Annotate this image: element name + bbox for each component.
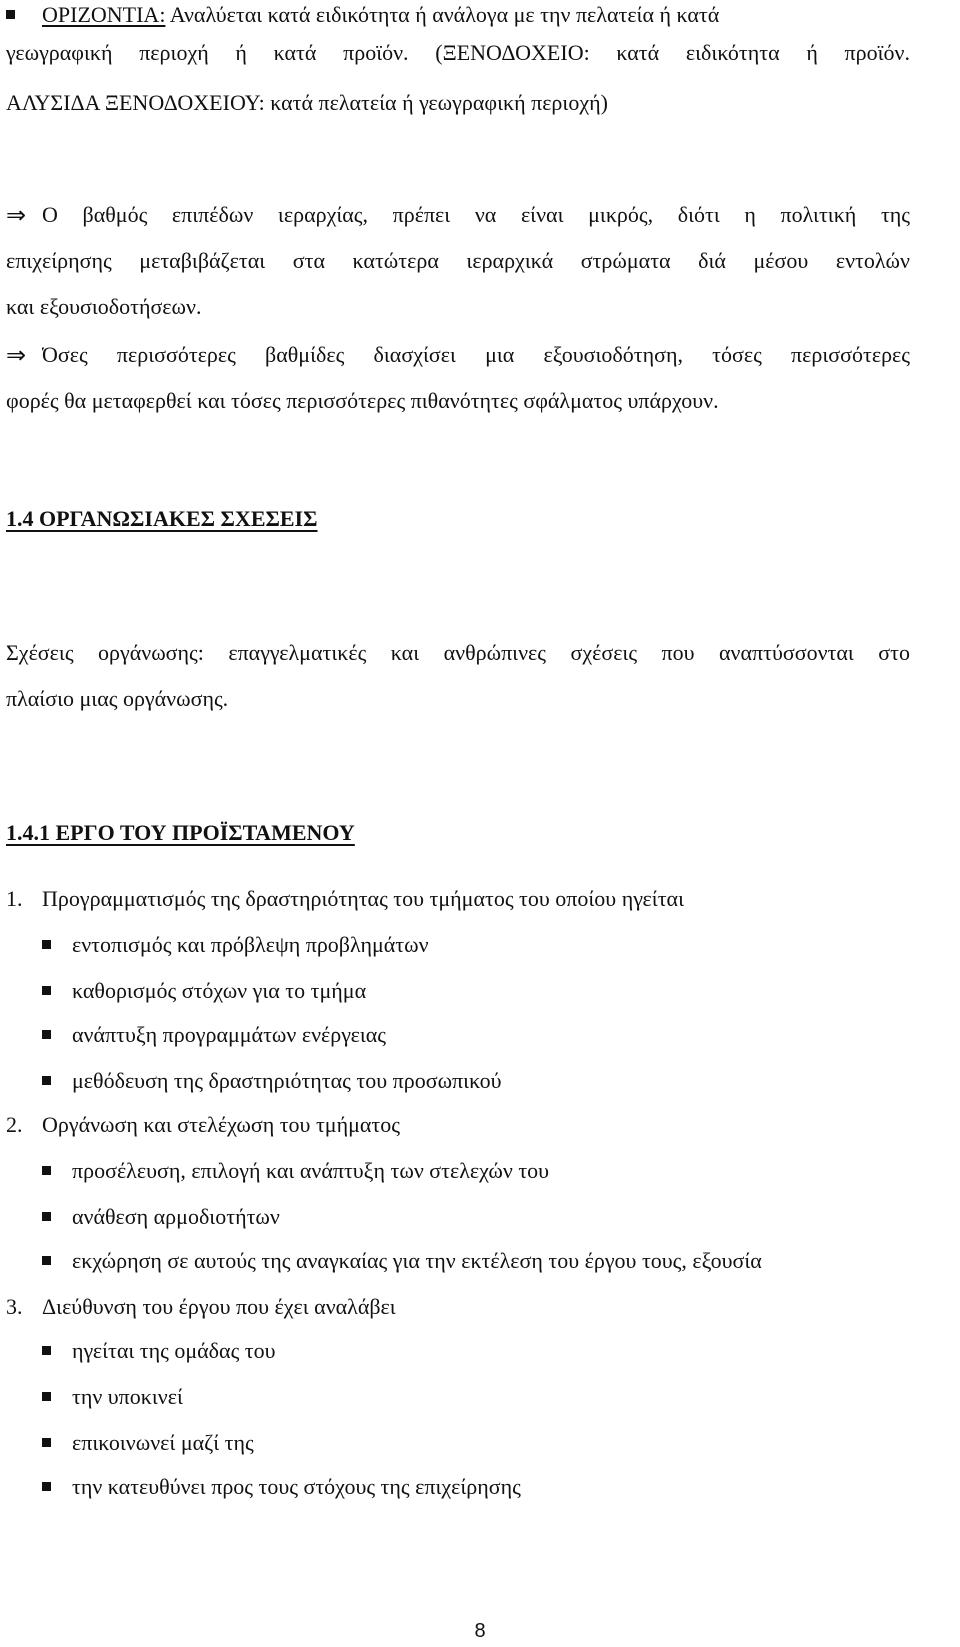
- numbered-item-text: Διεύθυνση του έργου που έχει αναλάβει: [42, 1294, 396, 1319]
- subsection-heading: 1.4.1 ΕΡΓΟ ΤΟΥ ΠΡΟΪΣΤΑΜΕΝΟΥ: [6, 820, 355, 845]
- list-item: προσέλευση, επιλογή και ανάπτυξη των στελεχών του: [72, 1158, 550, 1183]
- list-item: ηγείται της ομάδας του: [72, 1338, 276, 1363]
- square-bullet-icon: [42, 1438, 51, 1447]
- arrow-point-2-line-2: φορές θα μεταφερθεί και τόσες περισσότερες πιθανότητες σφάλματος υπάρχουν.: [6, 388, 719, 413]
- list-item: εντοπισμός και πρόβλεψη προβλημάτων: [72, 932, 429, 957]
- implies-arrow-icon: ⇒: [6, 201, 27, 229]
- square-bullet-icon: [42, 940, 51, 949]
- arrow-point-1-line-2: επιχείρησης μεταβιβάζεται στα κατώτερα ιεραρχικά στρώματα διά μέσου εντολών: [6, 248, 910, 273]
- square-bullet-icon: [42, 1212, 51, 1221]
- definition-line-1: Σχέσεις οργάνωσης: επαγγελματικές και ανθρώπινες σχέσεις που αναπτύσσονται στο: [6, 640, 910, 665]
- list-item: επικοινωνεί μαζί της: [72, 1430, 254, 1455]
- square-bullet-icon: [42, 1346, 51, 1355]
- top-item-line-1: [42, 0, 910, 30]
- top-item-line-2: γεωγραφική περιοχή ή κατά προϊόν. (ΞΕΝΟΔΟΧΕΙΟ: κατά ειδικότητα ή προϊόν.: [6, 40, 910, 65]
- implies-arrow-icon: ⇒: [6, 341, 27, 369]
- top-item-line-3: ΑΛΥΣΙΔΑ ΞΕΝΟΔΟΧΕΙΟΥ: κατά πελατεία ή γεωγραφική περιοχή): [6, 90, 608, 115]
- square-bullet-icon: [42, 1166, 51, 1175]
- square-bullet-icon: [42, 1030, 51, 1039]
- square-bullet-icon: [42, 986, 51, 995]
- numbered-item-number: 3.: [6, 1294, 23, 1319]
- section-heading: 1.4 ΟΡΓΑΝΩΣΙΑΚΕΣ ΣΧΕΣΕΙΣ: [6, 506, 318, 531]
- arrow-point-2-line-1: Όσες περισσότερες βαθμίδες διασχίσει μια εξουσιοδότηση, τόσες περισσότερες: [42, 342, 910, 367]
- square-bullet-icon: [42, 1482, 51, 1491]
- list-item: ανάθεση αρμοδιοτήτων: [72, 1204, 280, 1229]
- list-item: ανάπτυξη προγραμμάτων ενέργειας: [72, 1022, 386, 1047]
- numbered-item-number: 1.: [6, 886, 23, 911]
- top-item-text-1: Αναλύεται κατά ειδικότητα ή ανάλογα με την πελατεία ή κατά: [169, 2, 720, 27]
- square-bullet-icon: [42, 1392, 51, 1401]
- definition-line-2: πλαίσιο μιας οργάνωσης.: [6, 686, 229, 711]
- numbered-item-text: Προγραμματισμός της δραστηριότητας του τμήματος του οποίου ηγείται: [42, 886, 684, 911]
- arrow-point-1-line-3: και εξουσιοδοτήσεων.: [6, 294, 202, 319]
- arrow-point-1-line-1: Ο βαθμός επιπέδων ιεραρχίας, πρέπει να είναι μικρός, διότι η πολιτική της: [42, 202, 910, 227]
- list-item: την κατευθύνει προς τους στόχους της επιχείρησης: [72, 1474, 521, 1499]
- square-bullet-icon: [42, 1256, 51, 1265]
- list-item: μεθόδευση της δραστηριότητας του προσωπικού: [72, 1068, 502, 1093]
- square-bullet-icon: [42, 1076, 51, 1085]
- top-item-term: ΟΡΙΖΟΝΤΙΑ:: [42, 2, 166, 27]
- list-item: εκχώρηση σε αυτούς της αναγκαίας για την εκτέλεση του έργου τους, εξουσία: [72, 1248, 762, 1273]
- square-bullet-icon: [6, 10, 15, 19]
- numbered-item-number: 2.: [6, 1112, 23, 1137]
- numbered-item-text: Οργάνωση και στελέχωση του τμήματος: [42, 1112, 400, 1137]
- list-item: καθορισμός στόχων για το τμήμα: [72, 978, 367, 1003]
- page-number: 8: [474, 1620, 486, 1642]
- list-item: την υποκινεί: [72, 1384, 183, 1409]
